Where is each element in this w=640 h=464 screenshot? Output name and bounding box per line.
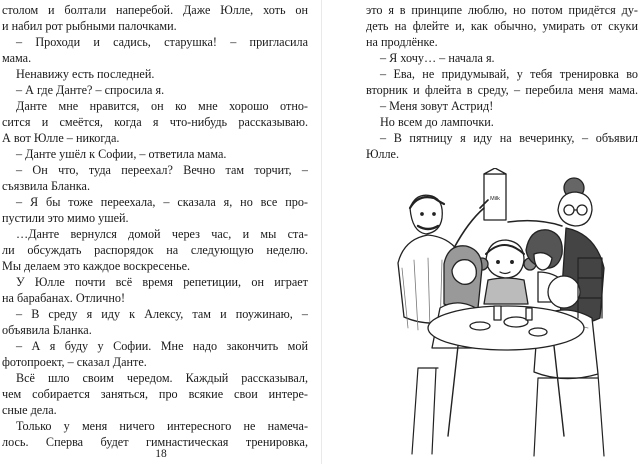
- text-line: У Юлле почти всё время репетиции, он играет: [16, 275, 308, 289]
- text-line: сится и смеётся, когда я что-нибудь рассказываю.: [2, 115, 308, 129]
- text-line: Юлле.: [366, 147, 399, 161]
- text-line: Данте мне нравится, он ко мне хорошо отно-: [16, 99, 308, 113]
- text-line: это я в принципе люблю, но потом придётся ду-: [366, 3, 638, 17]
- text-line: Мы делаем это каждое воскресенье.: [2, 259, 191, 273]
- milk-carton: [484, 168, 506, 220]
- text-line: – А я буду у Софии. Мне надо закончить мой: [16, 339, 308, 353]
- family-dinner-illustration: [388, 168, 618, 460]
- text-line: объявила Бланка.: [2, 323, 92, 337]
- text-line: …Данте вернулся домой через час, и мы ста-: [16, 227, 308, 241]
- text-line: Но всем до лампочки.: [380, 115, 494, 129]
- text-line: съязвила Бланка.: [2, 179, 90, 193]
- text-line: на барабанах. Отлично!: [2, 291, 126, 305]
- text-line: – Проходи и садись, старушка! – пригласила: [16, 35, 308, 49]
- text-line: Только у меня ничего интересного не намеча-: [16, 419, 308, 433]
- text-line: деть на флейте и, как обычно, умирать от скуки: [366, 19, 638, 33]
- text-line: – А где Данте? – спросила я.: [16, 83, 165, 97]
- text-line: чем собирается заняться, про всякие свои интере-: [2, 387, 308, 401]
- text-line: Всё шло своим чередом. Каждый рассказывал,: [16, 371, 308, 385]
- text-line: Ненавижу есть последней.: [16, 67, 155, 81]
- text-line: – Он что, туда переехал? Вечно там торчит, –: [16, 163, 308, 177]
- text-line: А вот Юлле – никогда.: [2, 131, 120, 145]
- text-line: – В среду я иду к Алексу, там и поужинаю, –: [16, 307, 308, 321]
- text-line: вторник и флейта в среду, – перебила меня мама.: [366, 83, 638, 97]
- text-line: мама.: [2, 51, 32, 65]
- text-line: – Я хочу… – начала я.: [380, 51, 495, 65]
- text-line: – Ева, не придумывай, у тебя тренировка во: [380, 67, 638, 81]
- text-line: лось. Сперва будет гимнастическая тренировка,: [2, 435, 308, 449]
- text-line: пустили это мимо ушей.: [2, 211, 129, 225]
- text-line: ли обсуждать распорядок на следующую неделю.: [2, 243, 308, 257]
- text-line: на продлёнке.: [366, 35, 438, 49]
- text-line: – Данте ушёл к Софии, – ответила мама.: [16, 147, 227, 161]
- text-line: сные дела.: [2, 403, 57, 417]
- text-line: – Меня зовут Астрид!: [380, 99, 494, 113]
- text-line: столом и болтали наперебой. Даже Юлле, хоть он: [2, 3, 308, 17]
- text-line: – Я бы тоже переехала, – сказала я, но все про-: [16, 195, 308, 209]
- text-line: фотопроект, – сказал Данте.: [2, 355, 147, 369]
- carton-label: Milk: [490, 196, 500, 202]
- page-number: 18: [155, 448, 167, 460]
- text-line: и набил рот рыбными палочками.: [2, 19, 177, 33]
- text-line: – В пятницу я иду на вечеринку, – объявил: [380, 131, 638, 145]
